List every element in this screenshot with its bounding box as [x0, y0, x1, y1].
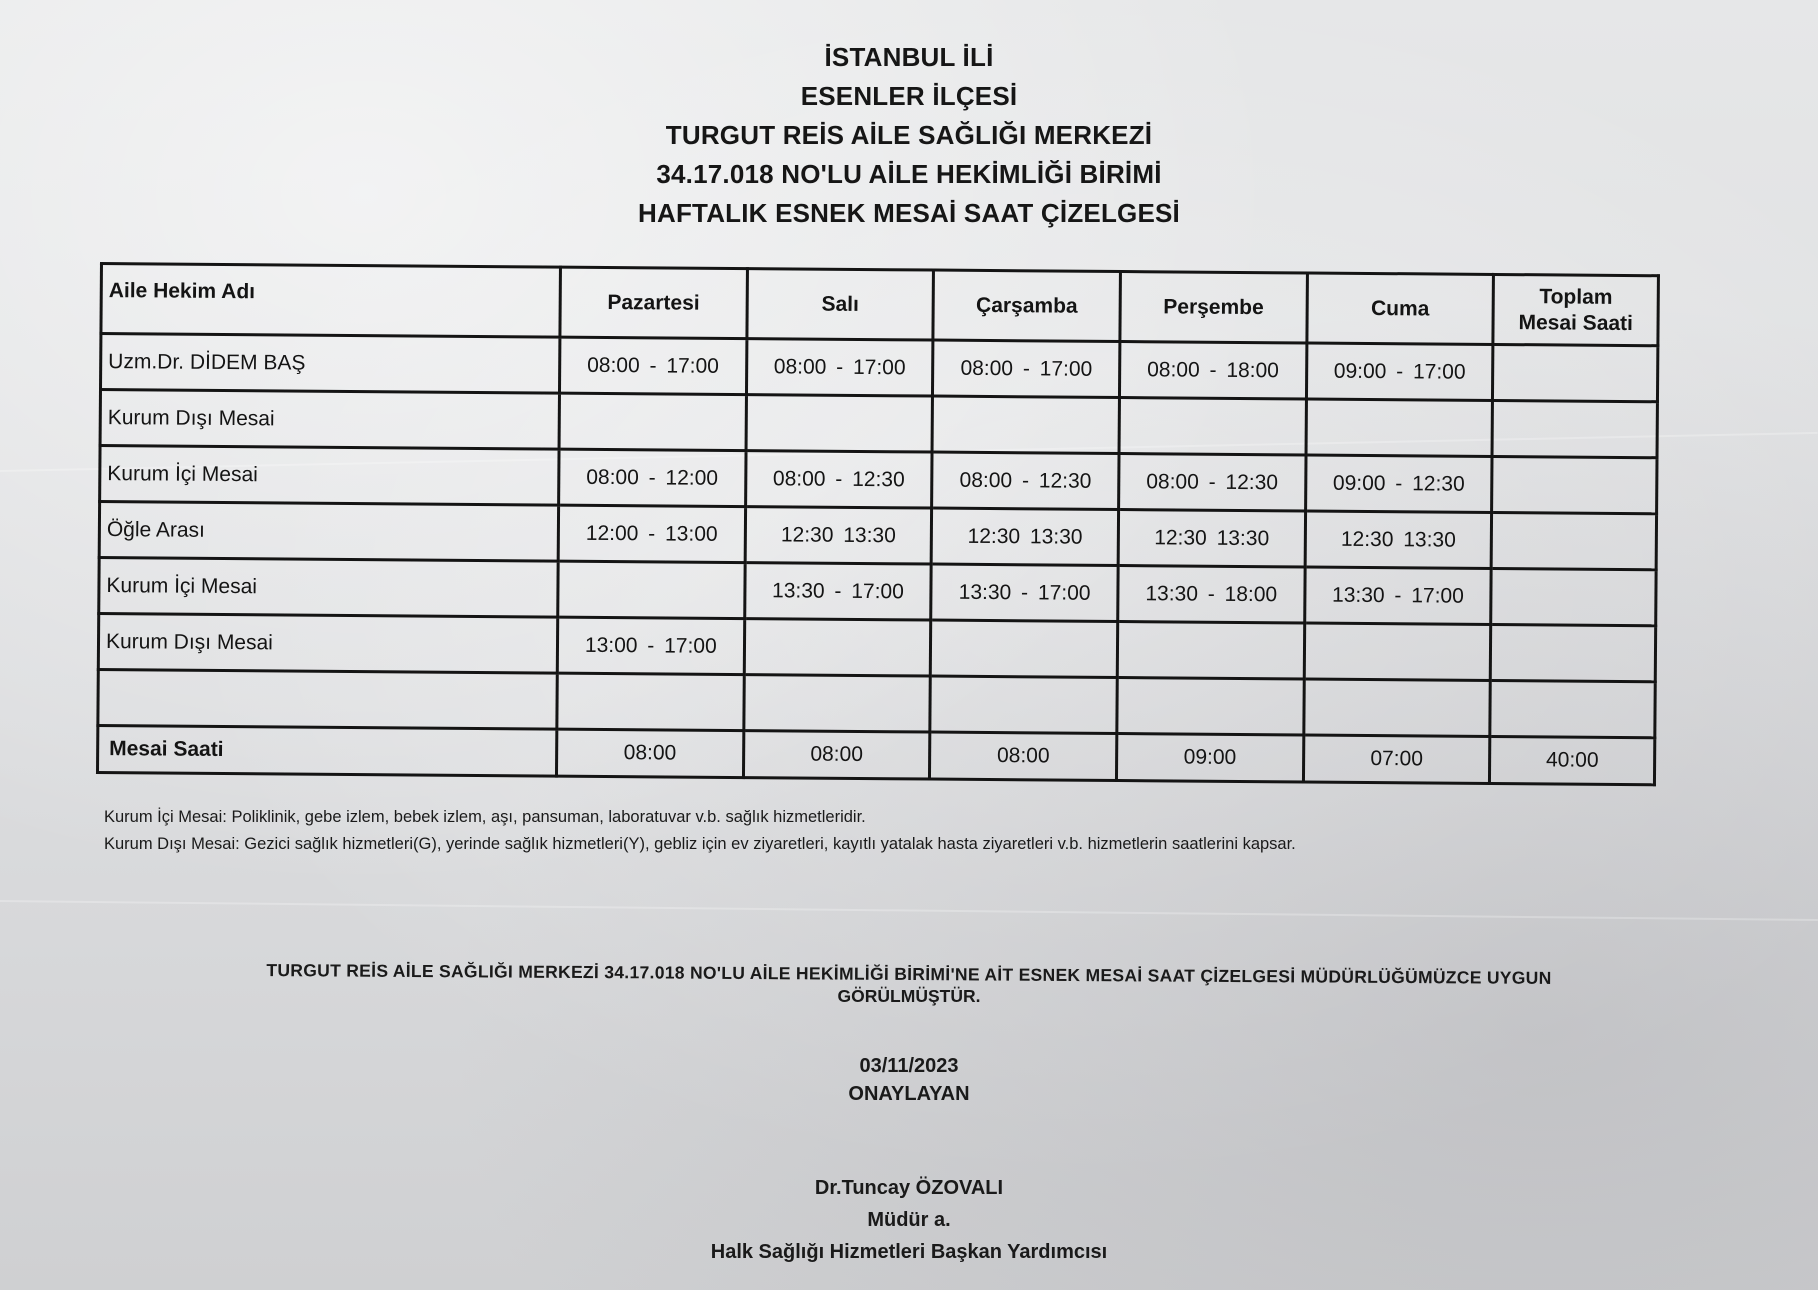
cell-tuesday: 08:00 - 17:00	[746, 339, 933, 396]
cell-thursday	[1117, 678, 1304, 735]
cell-wednesday	[932, 396, 1119, 453]
cell-total	[1492, 456, 1657, 513]
cell-friday: 13:30 - 17:00	[1304, 567, 1491, 624]
cell-wednesday: 08:00 - 12:30	[932, 452, 1119, 509]
cell-tuesday: 13:30 - 17:00	[744, 563, 931, 620]
header-day-tuesday: Salı	[747, 269, 934, 340]
cell-friday: 12:30 13:30	[1305, 511, 1492, 568]
cell-tuesday	[744, 619, 931, 676]
row-label: Uzm.Dr. DİDEM BAŞ	[100, 334, 559, 394]
summary-label: Mesai Saati	[97, 725, 556, 776]
cell-wednesday	[930, 676, 1117, 733]
heading-unit: 34.17.018 NO'LU AİLE HEKİMLİĞİ BİRİMİ	[656, 159, 1162, 189]
signatory-title: Halk Sağlığı Hizmetleri Başkan Yardımcısı	[710, 1241, 1108, 1263]
cell-total	[1491, 512, 1656, 569]
cell-friday	[1304, 679, 1491, 736]
document-heading	[0, 38, 1818, 233]
header-day-thursday: Perşembe	[1120, 272, 1307, 343]
cell-total	[1490, 680, 1655, 737]
summary-tuesday: 08:00	[743, 731, 930, 779]
cell-wednesday: 12:30 13:30	[931, 508, 1118, 565]
cell-wednesday: 08:00 - 17:00	[933, 340, 1120, 397]
heading-health-center: TURGUT REİS AİLE SAĞLIĞI MERKEZİ	[665, 120, 1153, 150]
cell-tuesday: 12:30 13:30	[745, 507, 932, 564]
table-body	[97, 334, 1657, 785]
paper-crease	[0, 900, 1818, 921]
header-day-wednesday: Çarşamba	[933, 270, 1120, 341]
cell-tuesday: 08:00 - 12:30	[745, 451, 932, 508]
approval-text-line1: TURGUT REİS AİLE SAĞLIĞI MERKEZİ 34.17.018 NO'LU AİLE HEKİMLİĞİ BİRİMİ'NE AİT ESNEK MESAİ SAAT ÇİZELGESİ MÜDÜRLÜĞÜMÜZCE UYGUN	[266, 960, 1552, 988]
row-label	[98, 669, 557, 729]
approval-text-line2: GÖRÜLMÜŞTÜR.	[837, 986, 981, 1006]
summary-wednesday: 08:00	[930, 732, 1117, 780]
summary-monday: 08:00	[556, 729, 743, 777]
cell-thursday	[1117, 622, 1304, 679]
cell-thursday: 12:30 13:30	[1118, 510, 1305, 567]
approval-date-block	[0, 1052, 1818, 1108]
cell-friday: 09:00 - 12:30	[1305, 455, 1492, 512]
schedule-table	[96, 262, 1660, 786]
cell-thursday: 08:00 - 18:00	[1119, 342, 1306, 399]
cell-friday	[1306, 399, 1493, 456]
cell-monday: 13:00 - 17:00	[557, 617, 744, 674]
footnotes	[104, 804, 1296, 858]
signatory-role: Müdür a.	[867, 1209, 951, 1231]
table-header-row	[101, 264, 1659, 346]
row-label: Kurum İçi Mesai	[99, 558, 558, 618]
row-label: Öğle Arası	[99, 502, 558, 562]
footnote-external: Kurum Dışı Mesai: Gezici sağlık hizmetleri(G), yerinde sağlık hizmetleri(Y), gebliz için ev ziyaretleri, kayıtlı yatalak hasta ziyaretleri v.b. hizmetlerin saatlerini kapsar.	[104, 835, 1296, 853]
cell-wednesday	[931, 620, 1118, 677]
header-doctor-name: Aile Hekim Adı	[101, 264, 561, 338]
cell-monday	[559, 393, 746, 450]
signatory-block	[0, 1172, 1818, 1268]
cell-thursday: 08:00 - 12:30	[1119, 454, 1306, 511]
header-day-friday: Cuma	[1307, 273, 1494, 344]
signatory-name: Dr.Tuncay ÖZOVALI	[814, 1177, 1004, 1199]
cell-thursday	[1119, 398, 1306, 455]
heading-schedule-title: HAFTALIK ESNEK MESAİ SAAT ÇİZELGESİ	[638, 198, 1180, 228]
cell-total	[1492, 400, 1657, 457]
cell-wednesday: 13:30 - 17:00	[931, 564, 1118, 621]
summary-thursday: 09:00	[1116, 734, 1303, 782]
cell-thursday: 13:30 - 18:00	[1118, 566, 1305, 623]
approver-label: ONAYLAYAN	[848, 1083, 970, 1105]
approval-statement	[0, 960, 1818, 1007]
summary-friday: 07:00	[1303, 735, 1490, 783]
cell-total	[1493, 344, 1658, 401]
footnote-internal: Kurum İçi Mesai: Poliklinik, gebe izlem, bebek izlem, aşı, pansuman, laboratuvar v.b. sağlık hizmetleridir.	[104, 808, 866, 826]
cell-friday: 09:00 - 17:00	[1306, 343, 1493, 400]
row-label: Kurum Dışı Mesai	[98, 614, 557, 674]
heading-district: ESENLER İLÇESİ	[800, 81, 1018, 111]
cell-tuesday	[744, 675, 931, 732]
cell-tuesday	[746, 395, 933, 452]
cell-total	[1491, 568, 1656, 625]
heading-province: İSTANBUL İLİ	[824, 42, 994, 72]
header-total-line2: Mesai Saati	[1518, 310, 1634, 335]
cell-total	[1491, 624, 1656, 681]
header-total-line1: Toplam	[1539, 284, 1613, 309]
cell-friday	[1304, 623, 1491, 680]
approval-date: 03/11/2023	[859, 1055, 959, 1077]
cell-monday	[558, 561, 745, 618]
cell-monday: 08:00 - 17:00	[559, 337, 746, 394]
row-label: Kurum İçi Mesai	[100, 446, 559, 506]
row-label: Kurum Dışı Mesai	[100, 390, 559, 450]
cell-monday: 12:00 - 13:00	[558, 505, 745, 562]
summary-total: 40:00	[1490, 736, 1655, 784]
cell-monday: 08:00 - 12:00	[559, 449, 746, 506]
cell-monday	[557, 673, 744, 730]
header-total-hours	[1493, 274, 1658, 345]
header-day-monday: Pazartesi	[560, 267, 747, 338]
